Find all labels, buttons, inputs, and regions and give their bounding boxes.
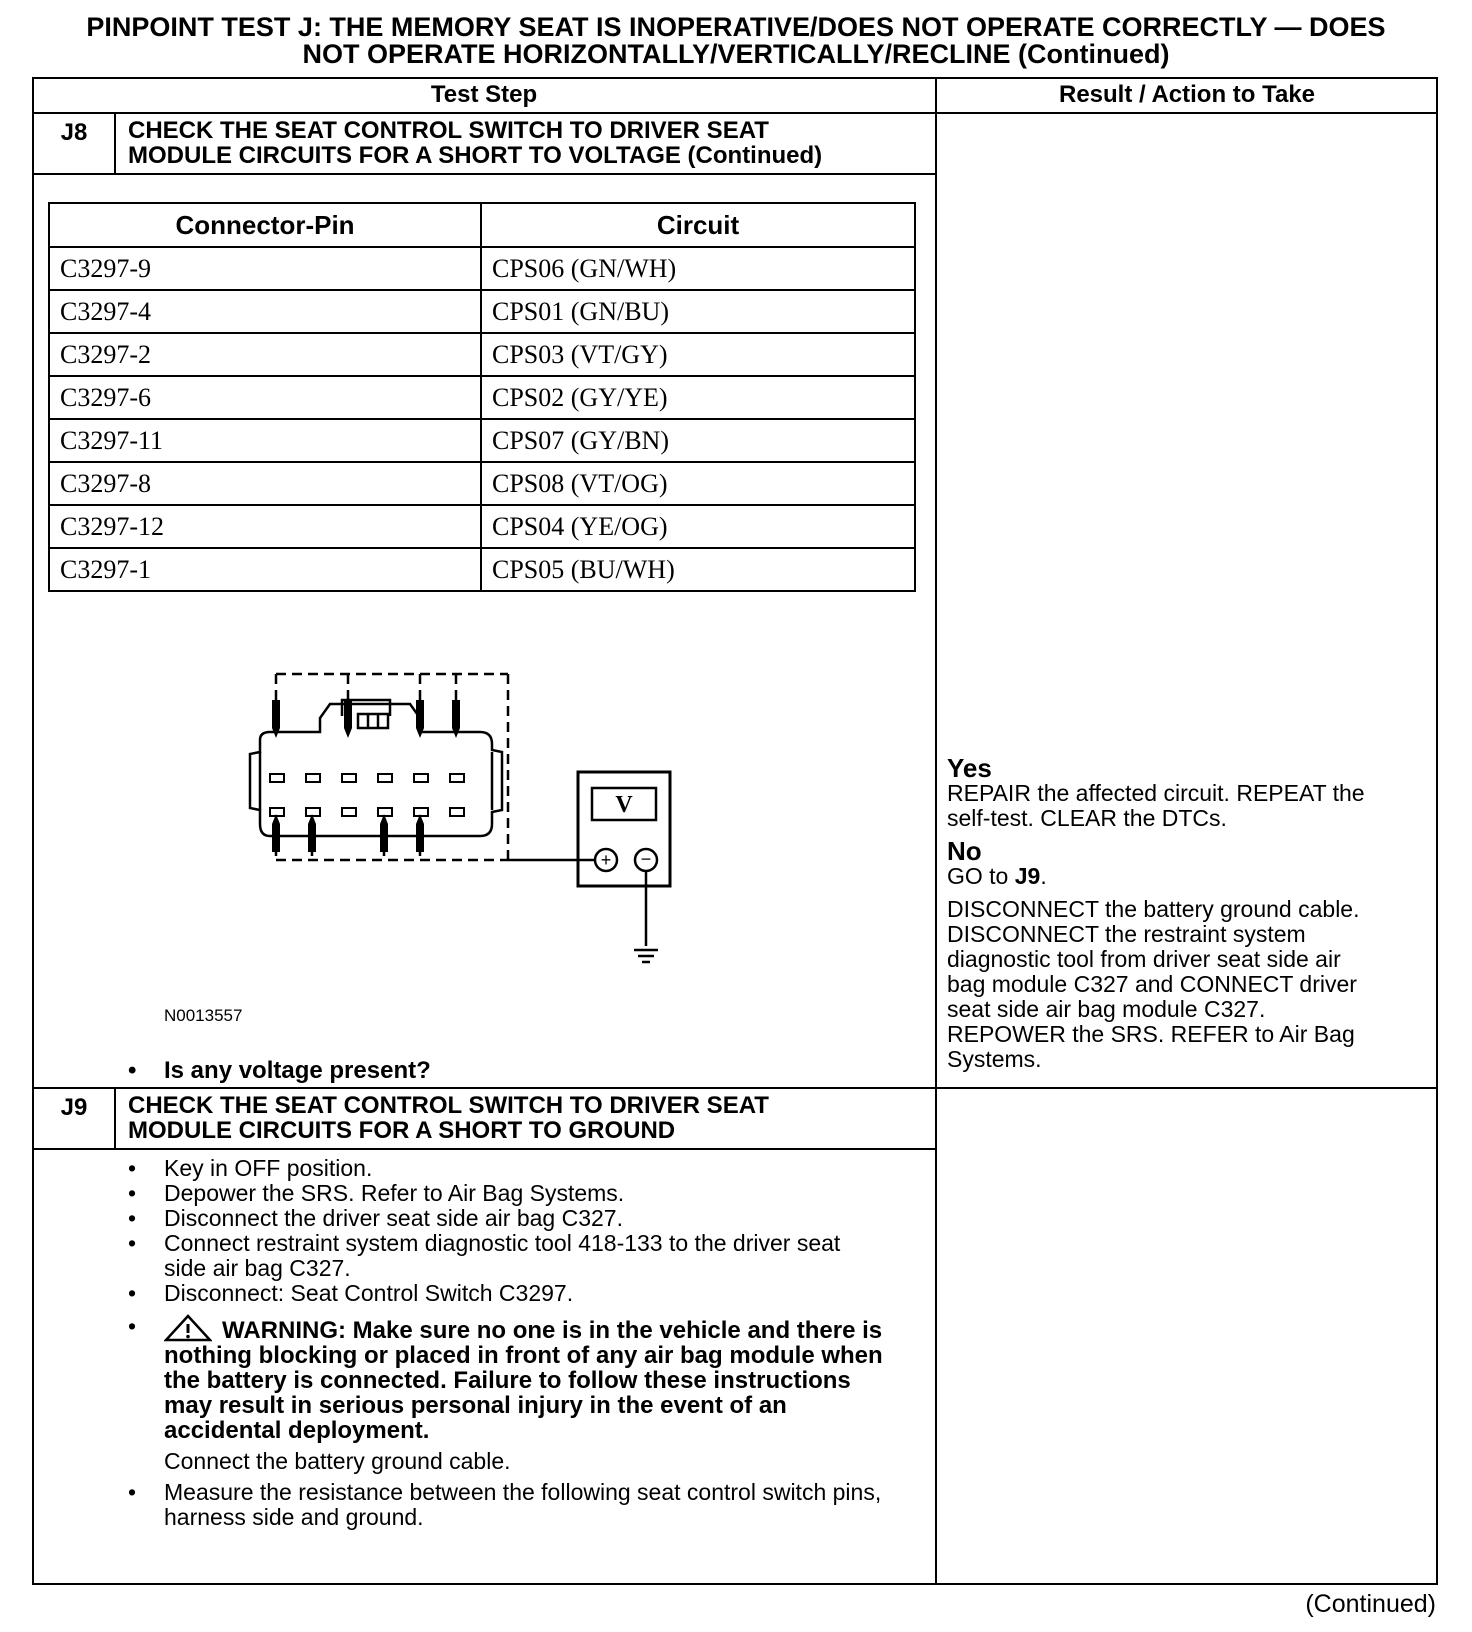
no-instruction-line: bag module C327 and CONNECT driver (947, 971, 1357, 997)
list-item: • Disconnect: Seat Control Switch C3297. (128, 1280, 574, 1306)
warning-item: • WARNING: Make sure no one is in the vehicle and there is nothing blocking or placed in front of any air bag module when the battery is connected. Failure to follow these instructions may result in serious personal injury in the event of an accidental deployment. Connect the battery ground cable. (128, 1314, 888, 1474)
voltmeter-label: V (615, 792, 633, 818)
no-instruction-line: REPOWER the SRS. REFER to Air Bag (947, 1021, 1355, 1047)
j9-instructions (128, 1156, 888, 1530)
no-go-text: GO to (947, 863, 1015, 889)
no-instruction-line: Systems. (947, 1046, 1042, 1072)
circuit-cell: CPS07 (GY/BN) (481, 419, 915, 462)
connector-pin-cell: C3297-11 (49, 419, 481, 462)
connector-pin-table (48, 202, 916, 592)
circuit-header: Circuit (481, 203, 915, 247)
j8-step-title (128, 118, 822, 168)
list-item: • Disconnect the driver seat side air bag C327. (128, 1205, 623, 1231)
j9-title-divider (32, 1148, 936, 1150)
list-item: • Depower the SRS. Refer to Air Bag Systems. (128, 1180, 625, 1206)
circuit-cell: CPS03 (VT/GY) (481, 333, 915, 376)
connector-pin-cell: C3297-2 (49, 333, 481, 376)
table-row (49, 247, 915, 290)
no-instructions (947, 897, 1427, 1072)
j8-question (128, 1057, 431, 1085)
circuit-cell: CPS01 (GN/BU) (481, 290, 915, 333)
j8-title-line-1: CHECK THE SEAT CONTROL SWITCH TO DRIVER SEAT (128, 117, 769, 144)
table-row (49, 548, 915, 591)
connector-pin-cell: C3297-4 (49, 290, 481, 333)
page-title (0, 14, 1472, 68)
list-item: • Measure the resistance between the following seat control switch pins, harness side and ground. (128, 1479, 882, 1530)
no-instruction-line: DISCONNECT the battery ground cable. (947, 896, 1360, 922)
no-label: No (947, 836, 982, 866)
j9-title-line-1: CHECK THE SEAT CONTROL SWITCH TO DRIVER SEAT (128, 1092, 769, 1119)
airbag-warning: WARNING: Make sure no one is in the vehicle and there is nothing blocking or placed in front of any air bag module when the battery is connected. Failure to follow these instructions may result in serious personal injury in the event of an accidental deployment. (164, 1314, 888, 1443)
title-line-1: PINPOINT TEST J: THE MEMORY SEAT IS INOPERATIVE/DOES NOT OPERATE CORRECTLY — DOES (86, 12, 1386, 42)
connector-pin-header: Connector-Pin (49, 203, 481, 247)
j8-number-divider (114, 112, 116, 174)
no-instruction-line: DISCONNECT the restraint system (947, 921, 1306, 947)
list-item: • Connect restraint system diagnostic tool 418-133 to the driver seat side air bag C327. (128, 1230, 841, 1281)
j8-title-line-2: MODULE CIRCUITS FOR A SHORT TO VOLTAGE (Continued) (128, 142, 823, 169)
svg-text:−: − (640, 849, 652, 869)
table-row (49, 462, 915, 505)
yes-label: Yes (947, 753, 992, 783)
no-go-to (947, 864, 1427, 889)
table-row (49, 505, 915, 548)
j8-step-number: J8 (60, 119, 88, 146)
circuit-cell: CPS04 (YE/OG) (481, 505, 915, 548)
yes-line-2: self-test. CLEAR the DTCs. (947, 805, 1227, 831)
j8-title-divider (32, 173, 936, 175)
j9-step-number: J9 (60, 1094, 88, 1121)
svg-text:+: + (600, 850, 612, 870)
table-row (49, 419, 915, 462)
circuit-cell: CPS05 (BU/WH) (481, 548, 915, 591)
table-row (49, 290, 915, 333)
voltmeter-connector-diagram (230, 660, 710, 1020)
no-instruction-line: seat side air bag module C327. (947, 996, 1266, 1022)
no-instruction-line: diagnostic tool from driver seat side air (947, 946, 1341, 972)
continued-label: (Continued) (1305, 1590, 1436, 1618)
no-go-end: . (1040, 863, 1047, 889)
column-divider (935, 77, 937, 1585)
j8-result (947, 753, 1427, 1072)
j9-row-divider (32, 1087, 1438, 1089)
connector-pin-cell: C3297-12 (49, 505, 481, 548)
table-row (49, 376, 915, 419)
test-step-header: Test Step (430, 81, 538, 108)
result-header: Result / Action to Take (1058, 81, 1316, 108)
warning-followup: Connect the battery ground cable. (164, 1448, 511, 1474)
question-text: Is any voltage present? (164, 1057, 431, 1084)
warning-icon (164, 1314, 212, 1342)
no-go-target[interactable]: J9 (1014, 863, 1041, 889)
connector-pin-cell: C3297-1 (49, 548, 481, 591)
j9-step-title (128, 1093, 769, 1143)
yes-line-1: REPAIR the affected circuit. REPEAT the (947, 780, 1365, 806)
header-divider (32, 112, 1438, 114)
connector-pin-cell: C3297-9 (49, 247, 481, 290)
j9-title-line-2: MODULE CIRCUITS FOR A SHORT TO GROUND (128, 1117, 676, 1144)
figure-id: N0013557 (164, 1006, 243, 1025)
bullet: • (128, 1057, 137, 1084)
connector-pin-cell: C3297-8 (49, 462, 481, 505)
connector-pin-cell: C3297-6 (49, 376, 481, 419)
circuit-cell: CPS06 (GN/WH) (481, 247, 915, 290)
j9-number-divider (114, 1087, 116, 1149)
title-line-2: NOT OPERATE HORIZONTALLY/VERTICALLY/RECLINE (Continued) (302, 39, 1170, 69)
circuit-cell: CPS08 (VT/OG) (481, 462, 915, 505)
list-item: • Key in OFF position. (128, 1155, 373, 1181)
table-row (49, 333, 915, 376)
circuit-cell: CPS02 (GY/YE) (481, 376, 915, 419)
